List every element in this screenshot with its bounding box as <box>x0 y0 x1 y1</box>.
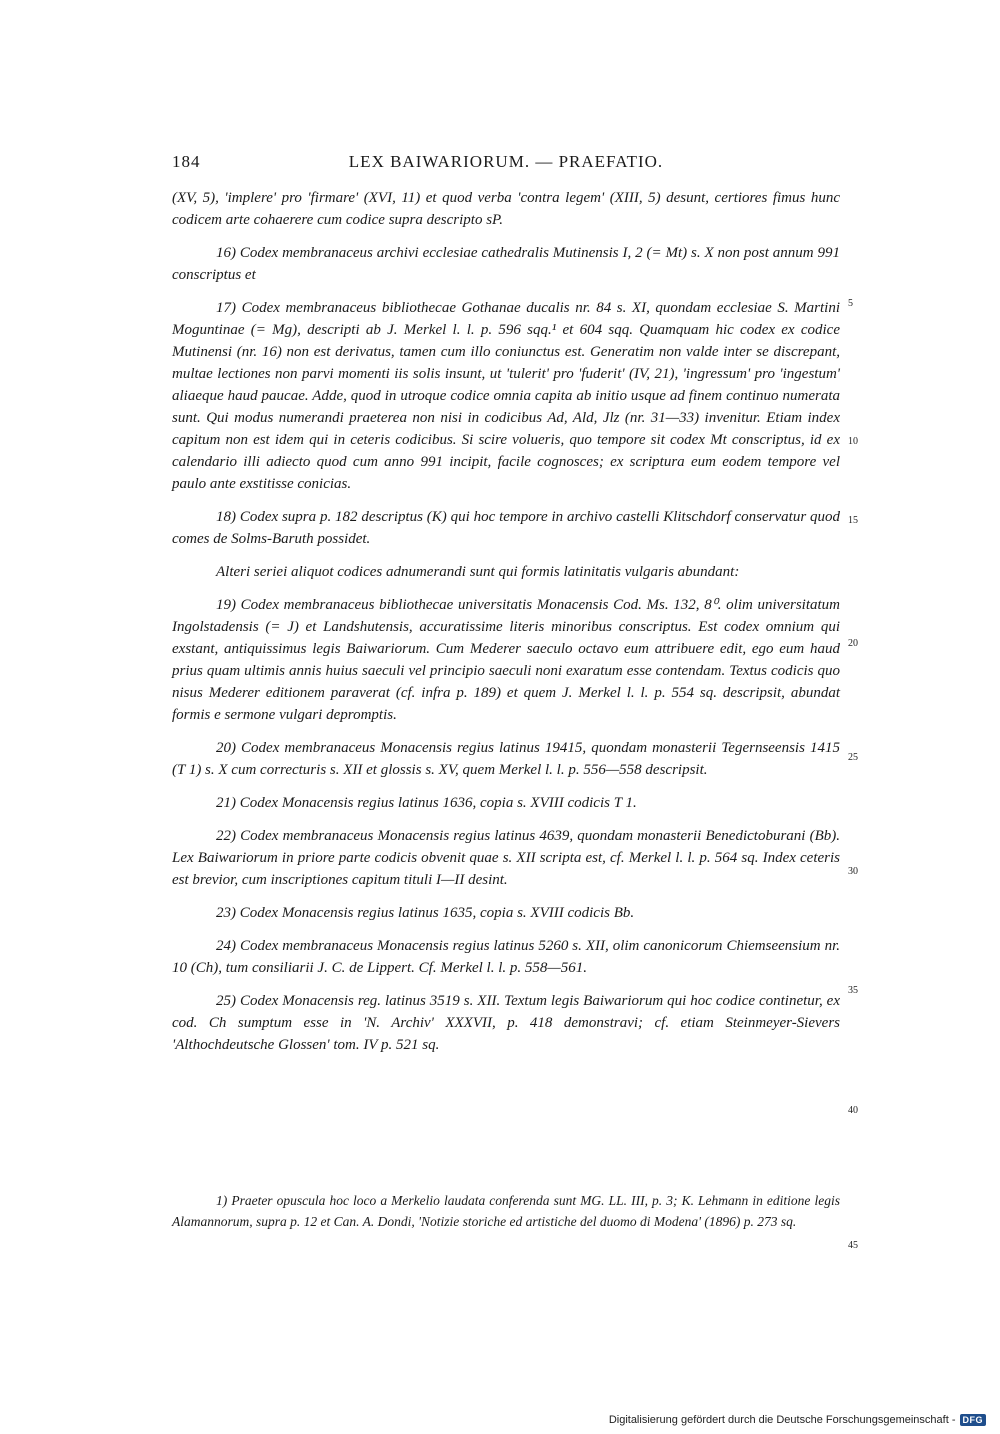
running-title: LEX BAIWARIORUM. — PRAEFATIO. <box>348 152 664 171</box>
page-number: 184 <box>172 152 201 171</box>
body-text <box>172 187 840 1067</box>
line-number: 20 <box>848 638 858 649</box>
paragraph-16: 16) Codex membranaceus archivi ecclesiae cathedralis Mutinensis I, 2 (= Mt) s. X non post annum 991 conscriptus et <box>172 245 840 283</box>
line-number: 10 <box>848 436 858 447</box>
paragraph-23: 23) Codex Monacensis regius latinus 1635, copia s. XVIII codicis Bb. <box>216 905 635 921</box>
line-number: 30 <box>848 866 858 877</box>
paragraph-25: 25) Codex Monacensis reg. latinus 3519 s. XII. Textum legis Baiwariorum qui hoc codice continetur, ex cod. Ch sumptum esse in 'N. Archiv' XXXVII, p. 418 demonstravi; cf. etiam Steinmeyer-Sievers 'Althochdeutsche Glossen' tom. IV p. 521 sq. <box>172 993 840 1053</box>
paragraph-alteri: Alteri seriei aliquot codices adnumerandi sunt qui formis latinitatis vulgaris abundant: <box>216 564 740 580</box>
line-number: 40 <box>848 1105 858 1116</box>
footnote: 1) Praeter opuscula hoc loco a Merkelio laudata conferenda sunt MG. LL. III, p. 3; K. Lehmann in editione legis Alamannorum, supra p. 12 et Can. A. Dondi, 'Notizie storiche ed artistiche del duomo di Modena' (1896) p. 273 sq. <box>172 1193 840 1229</box>
funding-text: Digitalisierung gefördert durch die Deutsche Forschungsgemeinschaft - <box>608 1414 956 1426</box>
dfg-logo: DFG <box>960 1414 987 1426</box>
paragraph-17: 17) Codex membranaceus bibliothecae Gothanae ducalis nr. 84 s. XI, quondam ecclesiae S. Martini Moguntinae (= Mg), descripti ab J. Merkel l. l. p. 596 sqq.¹ et 604 sqq. Quamquam hic codex ex codice Mutinensi (nr. 16) non est derivatus, tamen cum illo coniunctus est. Generatim non valde inter se discrepant, multae lectiones non parvi momenti iis solis insunt, ut 'tulerit' pro 'fuderit' (IV, 21), 'ingressum' pro 'ingestum' aliaeque haud paucae. Adde, quod in utroque codice omnia capita ab initio usque ad finem continuo numerata sunt. Qui modus numerandi praeterea non nisi in codicibus Ad, Ald, Jlz (nr. 31—33) invenitur. Etiam index capitum non est idem qui in ceteris codicibus. Si scire volueris, quo tempore sit codex Mt conscriptus, id ex calendario illi adiecto quod cum anno 991 incipit, facile cognosces; ex scriptura eum eodem tempore vel paulo ante exstitisse conicias. <box>172 300 840 492</box>
line-number: 15 <box>848 515 858 526</box>
paragraph-21: 21) Codex Monacensis regius latinus 1636, copia s. XVIII codicis T 1. <box>216 795 637 811</box>
funding-note <box>609 1412 986 1428</box>
line-number: 5 <box>848 298 853 309</box>
paragraph-18: 18) Codex supra p. 182 descriptus (K) qui hoc tempore in archivo castelli Klitschdorf conservatur quod comes de Solms-Baruth possidet. <box>172 509 840 547</box>
paragraph-19: 19) Codex membranaceus bibliothecae universitatis Monacensis Cod. Ms. 132, 8⁰. olim universitatum Ingolstadensis (= J) et Landshutensis, accuratissime literis minoribus conscriptus. Est codex omnium qui exstant, antiquissimus legis Baiwariorum. Cum Mederer saeculo octavo eum attribuere edit, ego eum haud prius quam ultimis annis huius saeculi vel principio saeculi noni exaratum esse contendam. Textus codicis quo nisus Mederer editionem paraverat (cf. infra p. 189) et quem J. Merkel l. l. p. 554 sq. descripsit, abundat formis e sermone vulgari depromptis. <box>172 597 840 723</box>
paragraph-22: 22) Codex membranaceus Monacensis regius latinus 4639, quondam monasterii Benedictoburani (Bb). Lex Baiwariorum in priore parte codicis obvenit quae s. XII scripta est, cf. Merkel l. l. p. 564 sq. Index ceteris est brevior, cum inscriptiones capitum tituli I—II desint. <box>172 828 840 888</box>
line-number: 35 <box>848 985 858 996</box>
line-number: 45 <box>848 1240 858 1251</box>
paragraph-continuation: (XV, 5), 'implere' pro 'firmare' (XVI, 11) et quod verba 'contra legem' (XIII, 5) desunt, certiores fimus hunc codicem arte cohaerere cum codice supra descripto sP. <box>172 190 840 228</box>
paragraph-24: 24) Codex membranaceus Monacensis regius latinus 5260 s. XII, olim canonicorum Chiemseensium nr. 10 (Ch), tum consiliarii J. C. de Lippert. Cf. Merkel l. l. p. 558—561. <box>172 938 840 976</box>
line-number: 25 <box>848 752 858 763</box>
paragraph-20: 20) Codex membranaceus Monacensis regius latinus 19415, quondam monasterii Tegernseensis 1415 (T 1) s. X cum correcturis s. XII et glossis s. XV, quem Merkel l. l. p. 556—558 descripsit. <box>172 740 840 778</box>
page-header <box>172 152 840 176</box>
